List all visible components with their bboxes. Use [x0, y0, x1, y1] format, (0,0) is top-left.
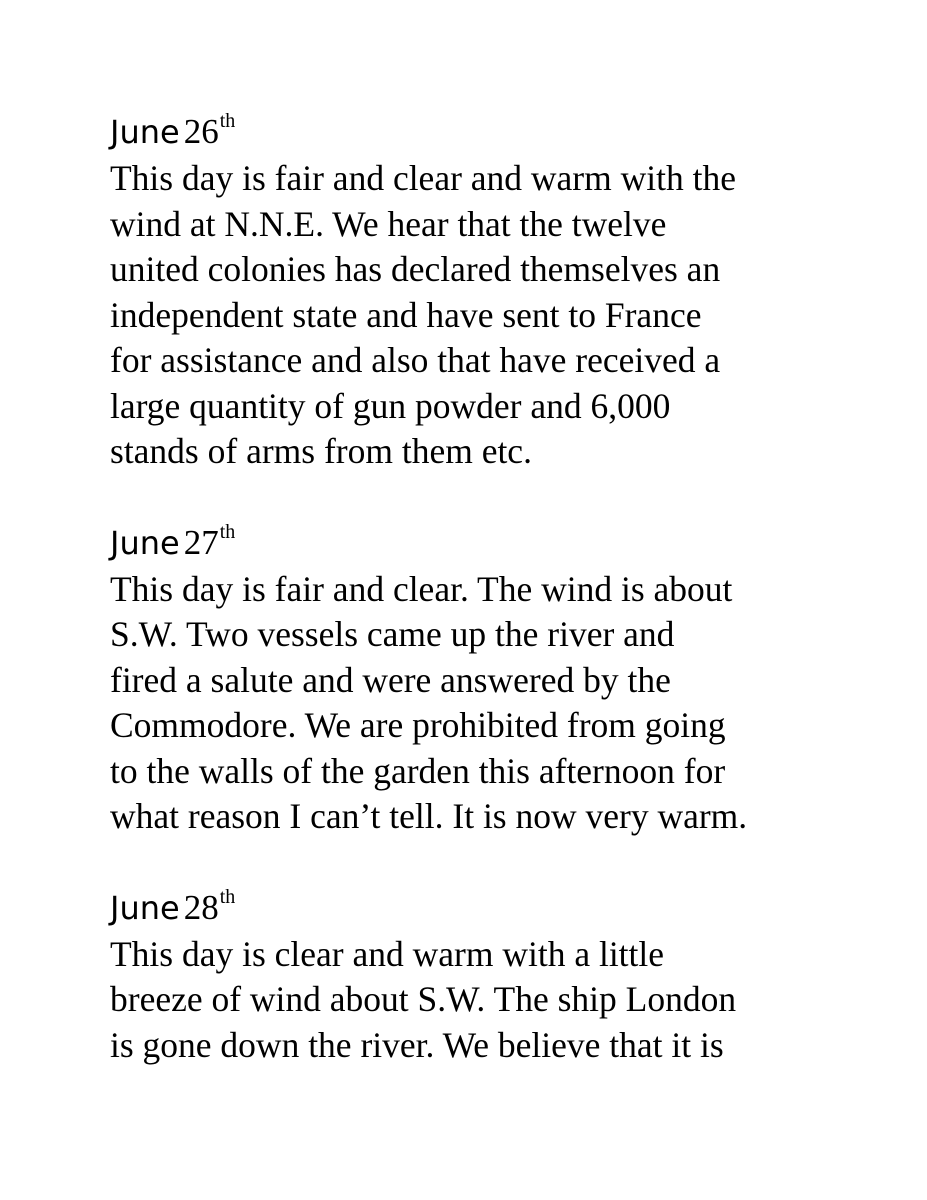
- entry-month: June: [110, 888, 180, 927]
- entry-text-line: large quantity of gun powder and 6,000: [110, 385, 671, 426]
- entry-text-line: This day is clear and warm with a little: [110, 933, 665, 974]
- entry-day-ordinal: th: [219, 885, 236, 908]
- entry-text-line: This day is fair and clear. The wind is about: [110, 568, 733, 609]
- entry-day: 27: [183, 522, 219, 562]
- entry-text-line: to the walls of the garden this afternoon for: [110, 750, 726, 791]
- entry-day-ordinal: th: [219, 520, 236, 543]
- entry-day: 26: [183, 112, 219, 151]
- entry-text-line: breeze of wind about S.W. The ship London: [110, 979, 737, 1019]
- entry-text-line: what reason I can’t tell. It is now very warm.: [110, 796, 748, 836]
- entry-month: June: [110, 113, 180, 151]
- entry-text-line: wind at N.N.E. We hear that the twelve: [110, 203, 667, 244]
- diary-entry-june-26: [110, 108, 890, 475]
- entry-day-ordinal: th: [219, 110, 236, 132]
- diary-entry-june-27: [110, 519, 890, 840]
- entry-text-line: stands of arms from them etc.: [110, 431, 532, 471]
- diary-entry-june-28: [110, 884, 890, 1069]
- entry-date-heading: [110, 884, 890, 932]
- entry-text-line: independent state and have sent to France: [110, 294, 702, 335]
- entry-text-line: united colonies has declared themselves an: [110, 249, 721, 289]
- entry-text-line: for assistance and also that have received a: [110, 340, 721, 380]
- entry-text-line: is gone down the river. We believe that it is: [110, 1024, 724, 1065]
- entry-text-line: S.W. Two vessels came up the river and: [110, 614, 675, 654]
- entry-text-line: Commodore. We are prohibited from going: [110, 705, 726, 745]
- entry-text-line: fired a salute and were answered by the: [110, 659, 671, 700]
- entry-text-line: This day is fair and clear and warm with the: [110, 158, 736, 198]
- diary-page: [110, 108, 890, 1068]
- entry-day: 28: [183, 887, 219, 927]
- entry-date-heading: [110, 108, 890, 156]
- entry-month: June: [110, 523, 180, 562]
- entry-date-heading: [110, 519, 890, 567]
